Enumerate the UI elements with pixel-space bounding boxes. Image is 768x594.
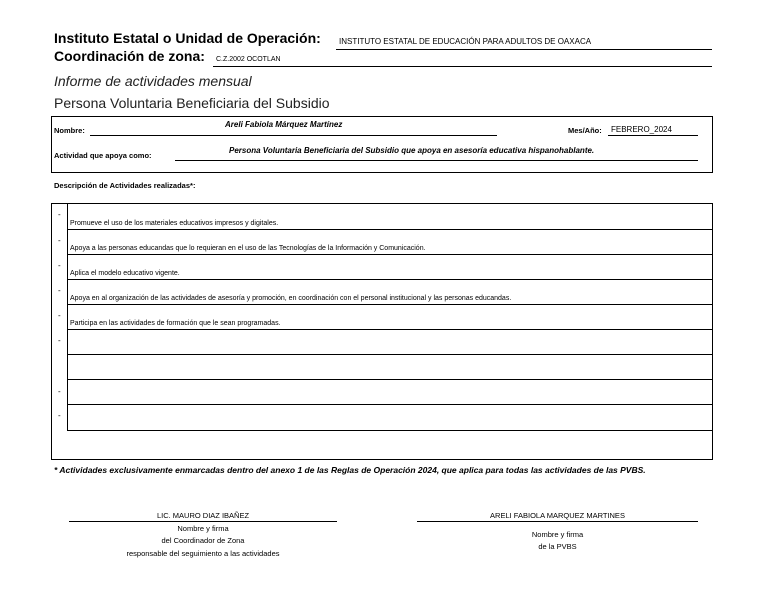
footnote: * Actividades exclusivamente enmarcadas dentro del anexo 1 de las Reglas de Operación 2024, que aplica para todas las actividades de las PVBS. — [54, 465, 646, 475]
activity-text: Apoya a las personas educandas que lo requieran en el uso de las Tecnologías de la Información y Comunicación. — [70, 245, 426, 252]
institute-label: Instituto Estatal o Unidad de Operación: — [54, 30, 321, 46]
activity-underline — [175, 160, 698, 161]
zone-value: C.Z.2002 OCOTLAN — [216, 56, 281, 63]
name-underline — [90, 135, 497, 136]
bullet-dash: - — [58, 236, 61, 245]
left-signer-line3: responsable del seguimiento a las actividades — [126, 549, 280, 558]
activity-row[interactable] — [68, 203, 712, 230]
zone-label: Coordinación de zona: — [54, 48, 205, 64]
activity-row[interactable] — [68, 355, 712, 380]
bullet-dash: - — [58, 311, 61, 320]
bullet-dash: - — [58, 210, 61, 219]
bullet-dash: - — [58, 336, 61, 345]
right-signature-line — [417, 521, 698, 522]
institute-value: INSTITUTO ESTATAL DE EDUCACIÓN PARA ADULTOS DE OAXACA — [339, 37, 592, 46]
right-signer-line1: Nombre y firma — [531, 530, 584, 539]
activity-text: Aplica el modelo educativo vigente. — [70, 270, 180, 277]
activity-label: Actividad que apoya como: — [54, 151, 152, 160]
left-signer-name: LIC. MAURO DIAZ IBAÑEZ — [156, 511, 250, 520]
bullet-dash: - — [58, 286, 61, 295]
bullet-dash: - — [58, 261, 61, 270]
month-value[interactable]: FEBRERO_2024 — [611, 125, 672, 134]
bullet-dash: - — [58, 411, 61, 420]
right-signer-name: ARELI FABIOLA MARQUEZ MARTINES — [490, 511, 625, 520]
bullet-dash: - — [58, 387, 61, 396]
activities-section-label: Descripción de Actividades realizadas*: — [54, 181, 196, 190]
activity-row[interactable] — [68, 380, 712, 405]
activity-text: Participa en las actividades de formación que le sean programadas. — [70, 320, 281, 327]
month-label: Mes/Año: — [568, 126, 602, 135]
activity-value[interactable]: Persona Voluntaria Beneficiaria del Subsidio que apoya en asesoría educativa hispanohablante. — [229, 146, 595, 155]
report-title: Informe de actividades mensual — [54, 73, 252, 89]
activity-row[interactable] — [68, 405, 712, 431]
activity-row[interactable] — [68, 280, 712, 305]
activity-row[interactable] — [68, 305, 712, 330]
name-label: Nombre: — [54, 126, 85, 135]
activity-row[interactable] — [68, 330, 712, 355]
left-signer-line2: del Coordinador de Zona — [161, 536, 245, 545]
institute-underline — [336, 49, 712, 50]
activity-row[interactable] — [68, 230, 712, 255]
activity-text: Apoya en al organización de las actividades de asesoría y promoción, en coordinación con el personal institucional y las personas educandas. — [70, 295, 512, 302]
name-value[interactable]: Areli Fabiola Márquez Martínez — [225, 120, 343, 129]
left-signer-line1: Nombre y firma — [177, 524, 229, 533]
right-signer-line2: de la PVBS — [538, 542, 577, 551]
left-signature-line — [69, 521, 337, 522]
activity-text: Promueve el uso de los materiales educativos impresos y digitales. — [70, 220, 279, 227]
report-subtitle: Persona Voluntaria Beneficiaria del Subsidio — [54, 95, 330, 111]
zone-underline — [213, 66, 712, 67]
activity-row[interactable] — [68, 255, 712, 280]
month-underline — [608, 135, 698, 136]
